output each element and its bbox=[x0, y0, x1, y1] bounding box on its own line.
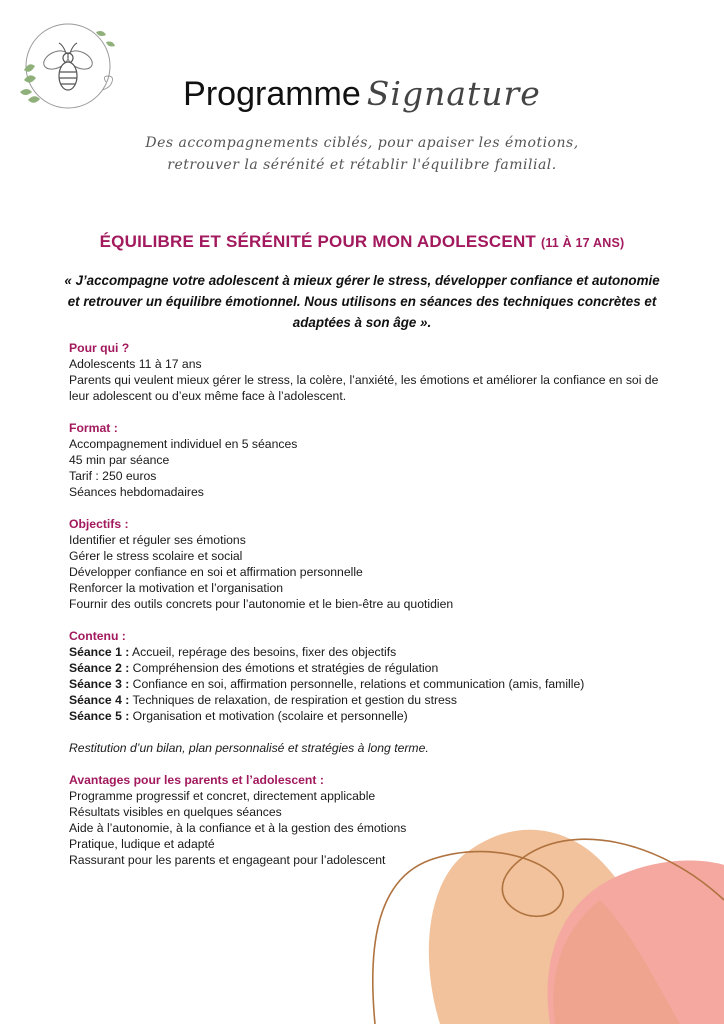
overlap-blob bbox=[553, 900, 680, 1024]
list-item: 45 min par séance bbox=[69, 453, 170, 467]
list-item: Programme progressif et concret, directement applicable bbox=[69, 789, 376, 803]
list-item: Adolescents 11 à 17 ans bbox=[69, 357, 202, 371]
bilan-note: Restitution d’un bilan, plan personnalisé et stratégies à long terme. bbox=[69, 741, 429, 755]
list-item: Pratique, ludique et adapté bbox=[69, 837, 215, 851]
program-title bbox=[0, 232, 724, 252]
section-heading: Format : bbox=[69, 421, 118, 435]
section-heading: Avantages pour les parents et l’adolescent : bbox=[69, 773, 324, 787]
list-item: Séances hebdomadaires bbox=[69, 485, 204, 499]
program-details bbox=[69, 340, 669, 884]
program-quote: « J’accompagne votre adolescent à mieux gérer le stress, développer confiance et autonomie et retrouver un équilibre émotionnel. Nous utilisons en séances des techniques concrètes et adaptées à son âge ». bbox=[64, 273, 660, 330]
list-item: Rassurant pour les parents et engageant pour l’adolescent bbox=[69, 853, 386, 867]
list-item: Fournir des outils concrets pour l’autonomie et le bien-être au quotidien bbox=[69, 597, 454, 611]
session-text: Organisation et motivation (scolaire et personnelle) bbox=[129, 709, 408, 723]
session-text: Techniques de relaxation, de respiration et gestion du stress bbox=[129, 693, 457, 707]
list-item: Accompagnement individuel en 5 séances bbox=[69, 437, 298, 451]
avantages-section bbox=[69, 772, 669, 868]
program-title-text: ÉQUILIBRE ET SÉRÉNITÉ POUR MON ADOLESCENT bbox=[99, 232, 537, 251]
session-label: Séance 3 : bbox=[69, 677, 130, 691]
format-section bbox=[69, 420, 669, 500]
subtitle-line: retrouver la sérénité et rétablir l'équilibre familial. bbox=[167, 157, 557, 173]
list-item: Renforcer la motivation et l’organisation bbox=[69, 581, 284, 595]
page-title bbox=[0, 70, 724, 118]
session-text: Compréhension des émotions et stratégies de régulation bbox=[129, 661, 439, 675]
session-item bbox=[69, 660, 669, 676]
list-item: Tarif : 250 euros bbox=[69, 469, 157, 483]
list-item: Développer confiance en soi et affirmation personnelle bbox=[69, 565, 363, 579]
title-main: Programme bbox=[183, 75, 361, 113]
page-subtitle bbox=[0, 132, 724, 176]
list-item: Parents qui veulent mieux gérer le stress, la colère, l’anxiété, les émotions et améliorer la confiance en soi de leur adolescent ou d’eux même face à l’adolescent. bbox=[69, 373, 659, 403]
contenu-section bbox=[69, 628, 669, 724]
session-text: Confiance en soi, affirmation personnelle, relations et communication (amis, famille) bbox=[129, 677, 585, 691]
session-label: Séance 2 : bbox=[69, 661, 130, 675]
pink-blob bbox=[548, 861, 724, 1024]
title-script: Signature bbox=[366, 74, 541, 113]
program-age-range: (11 À 17 ANS) bbox=[540, 236, 625, 250]
session-label: Séance 1 : bbox=[69, 645, 130, 659]
session-item bbox=[69, 708, 669, 724]
session-label: Séance 4 : bbox=[69, 693, 130, 707]
session-item bbox=[69, 692, 669, 708]
list-item: Gérer le stress scolaire et social bbox=[69, 549, 243, 563]
section-heading: Pour qui ? bbox=[69, 341, 130, 355]
session-label: Séance 5 : bbox=[69, 709, 130, 723]
list-item: Aide à l’autonomie, à la confiance et à la gestion des émotions bbox=[69, 821, 407, 835]
section-heading: Objectifs : bbox=[69, 517, 129, 531]
section-heading: Contenu : bbox=[69, 629, 126, 643]
list-item: Identifier et réguler ses émotions bbox=[69, 533, 246, 547]
session-item bbox=[69, 676, 669, 692]
session-text: Accueil, repérage des besoins, fixer des objectifs bbox=[129, 645, 397, 659]
objectifs-section bbox=[69, 516, 669, 612]
list-item: Résultats visibles en quelques séances bbox=[69, 805, 282, 819]
session-item bbox=[69, 644, 669, 660]
pour-qui-section bbox=[69, 340, 669, 404]
subtitle-line: Des accompagnements ciblés, pour apaiser les émotions, bbox=[145, 135, 579, 151]
